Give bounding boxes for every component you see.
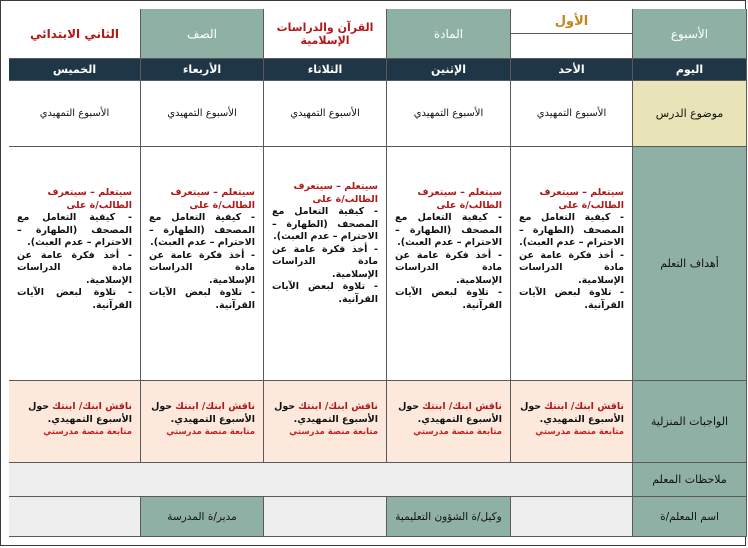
deputy-name-field[interactable] bbox=[264, 497, 387, 537]
homework-text: الأسبوع التمهيدي. bbox=[47, 413, 132, 425]
lesson-topic-cell bbox=[264, 81, 387, 147]
objectives-title: سيتعلم – سيتعرف bbox=[417, 187, 502, 198]
lesson-topic-text: الأسبوع التمهيدي bbox=[39, 108, 110, 119]
homework-cell bbox=[264, 381, 387, 463]
lesson-topic-label bbox=[633, 81, 747, 147]
day-header-monday bbox=[387, 59, 511, 81]
homework-text: الأسبوع التمهيدي. bbox=[417, 413, 502, 425]
day-header-tuesday bbox=[264, 59, 387, 81]
objective-item: - أخذ فكرة عامة عن مادة الدراسات الإسلامية. bbox=[519, 249, 624, 286]
teacher-notes-label-text: ملاحظات المعلم bbox=[652, 473, 727, 486]
lesson-topic-text: الأسبوع التمهيدي bbox=[290, 108, 360, 119]
objectives-title: سيتعلم – سيتعرف bbox=[170, 187, 255, 198]
day-name: الأربعاء bbox=[182, 63, 222, 76]
objective-item: - أخذ فكرة عامة عن مادة الدراسات الإسلامية. bbox=[17, 249, 132, 286]
week-value-text: الأول bbox=[554, 13, 589, 29]
objectives-subtitle: الطالب/ة على bbox=[189, 199, 255, 211]
grade-label-text: الصف bbox=[187, 26, 217, 41]
day-name: الخميس bbox=[52, 63, 97, 76]
subject-label bbox=[387, 9, 511, 59]
day-label bbox=[633, 59, 747, 81]
grade-label bbox=[141, 9, 264, 59]
homework-cell bbox=[387, 381, 511, 463]
day-name: الإثنين bbox=[431, 63, 466, 76]
lesson-topic-cell bbox=[9, 81, 141, 147]
week-label-text: الأسبوع bbox=[670, 26, 709, 41]
lesson-topic-label-text: موضوع الدرس bbox=[655, 107, 724, 120]
principal-label bbox=[141, 497, 264, 537]
day-label-text: اليوم bbox=[675, 63, 704, 76]
objectives-label-text: أهداف التعلم bbox=[660, 257, 719, 270]
lesson-topic-text: الأسبوع التمهيدي bbox=[167, 108, 237, 119]
homework-highlight: ناقش ابنك/ ابنتك bbox=[544, 401, 624, 412]
objectives-subtitle: الطالب/ة على bbox=[558, 199, 624, 211]
objective-item: - أخذ فكرة عامة عن مادة الدراسات الإسلامية. bbox=[395, 249, 502, 286]
day-name: الثلاثاء bbox=[307, 63, 343, 76]
teacher-notes-label bbox=[633, 463, 747, 497]
homework-text: الأسبوع التمهيدي. bbox=[539, 413, 624, 425]
homework-highlight: ناقش ابنك/ ابنتك bbox=[175, 401, 255, 412]
objective-item: - أخذ فكرة عامة عن مادة الدراسات الإسلامية. bbox=[272, 243, 378, 280]
homework-text: الأسبوع التمهيدي. bbox=[293, 413, 378, 425]
homework-platform: متابعة منصة مدرستي bbox=[166, 426, 255, 437]
homework-platform: متابعة منصة مدرستي bbox=[535, 426, 624, 437]
homework-platform: متابعة منصة مدرستي bbox=[413, 426, 502, 437]
week-value bbox=[511, 9, 633, 34]
homework-label bbox=[633, 381, 747, 463]
objective-item: - تلاوة لبعض الآيات القرآنية. bbox=[17, 287, 132, 311]
homework-text: حول bbox=[28, 401, 50, 412]
objectives-cell bbox=[264, 147, 387, 381]
homework-text: حول bbox=[398, 401, 420, 412]
homework-text: الأسبوع التمهيدي. bbox=[170, 413, 255, 425]
objectives-cell bbox=[141, 147, 264, 381]
objectives-title: سيتعلم – سيتعرف bbox=[293, 181, 378, 192]
teacher-name-field[interactable] bbox=[511, 497, 633, 537]
homework-text: حول bbox=[520, 401, 542, 412]
objective-item: - أخذ فكرة عامة عن مادة الدراسات الإسلامية. bbox=[149, 249, 255, 286]
objectives-subtitle: الطالب/ة على bbox=[66, 199, 132, 211]
principal-label-text: مدير/ة المدرسة bbox=[167, 510, 237, 523]
lesson-topic-cell bbox=[387, 81, 511, 147]
day-header-thursday bbox=[9, 59, 141, 81]
objective-item: - كيفية التعامل مع المصحف (الطهارة – الاحترام – عدم العبث). bbox=[149, 212, 255, 249]
lesson-topic-cell bbox=[141, 81, 264, 147]
objectives-subtitle: الطالب/ة على bbox=[312, 193, 378, 205]
deputy-label-text: وكيل/ة الشؤون التعليمية bbox=[395, 510, 502, 523]
objective-item: - تلاوة لبعض الآيات القرآنية. bbox=[272, 281, 378, 305]
objectives-label bbox=[633, 147, 747, 381]
subject-value bbox=[264, 9, 387, 59]
objective-item: - تلاوة لبعض الآيات القرآنية. bbox=[149, 287, 255, 311]
day-header-wednesday bbox=[141, 59, 264, 81]
homework-platform: متابعة منصة مدرستي bbox=[43, 426, 132, 437]
week-label bbox=[633, 9, 747, 59]
objective-item: - تلاوة لبعض الآيات القرآنية. bbox=[395, 287, 502, 311]
homework-highlight: ناقش ابنك/ ابنتك bbox=[298, 401, 378, 412]
objectives-cell bbox=[387, 147, 511, 381]
grade-value bbox=[9, 9, 141, 59]
subject-value-text: القرآن والدراسات الإسلامية bbox=[276, 20, 374, 47]
objectives-cell bbox=[9, 147, 141, 381]
objective-item: - كيفية التعامل مع المصحف (الطهارة – الاحترام – عدم العبث). bbox=[17, 212, 132, 249]
day-name: الأحد bbox=[558, 63, 585, 76]
objective-item: - كيفية التعامل مع المصحف (الطهارة – الاحترام – عدم العبث). bbox=[272, 206, 378, 243]
lesson-topic-text: الأسبوع التمهيدي bbox=[536, 108, 607, 119]
homework-cell bbox=[9, 381, 141, 463]
homework-highlight: ناقش ابنك/ ابنتك bbox=[422, 401, 502, 412]
objectives-cell bbox=[511, 147, 633, 381]
grade-value-text: الثاني الابتدائي bbox=[30, 26, 119, 41]
homework-text: حول bbox=[274, 401, 296, 412]
homework-text: حول bbox=[151, 401, 173, 412]
objective-item: - كيفية التعامل مع المصحف (الطهارة – الاحترام – عدم العبث). bbox=[395, 212, 502, 249]
objective-item: - تلاوة لبعض الآيات القرآنية. bbox=[519, 287, 624, 311]
homework-label-text: الواجبات المنزلية bbox=[650, 415, 729, 428]
principal-name-field[interactable] bbox=[9, 497, 141, 537]
teacher-name-label bbox=[633, 497, 747, 537]
deputy-label bbox=[387, 497, 511, 537]
homework-highlight: ناقش ابنك/ ابنتك bbox=[52, 401, 132, 412]
day-header-sunday bbox=[511, 59, 633, 81]
homework-cell bbox=[511, 381, 633, 463]
objectives-subtitle: الطالب/ة على bbox=[436, 199, 502, 211]
week-value-extra bbox=[511, 34, 633, 59]
teacher-name-label-text: اسم المعلم/ة bbox=[660, 510, 719, 523]
teacher-notes-field[interactable] bbox=[9, 463, 633, 497]
objectives-title: سيتعلم – سيتعرف bbox=[539, 187, 624, 198]
lesson-topic-cell bbox=[511, 81, 633, 147]
objective-item: - كيفية التعامل مع المصحف (الطهارة – الاحترام – عدم العبث). bbox=[519, 212, 624, 249]
objectives-title: سيتعلم – سيتعرف bbox=[47, 187, 132, 198]
lesson-topic-text: الأسبوع التمهيدي bbox=[413, 108, 484, 119]
homework-platform: متابعة منصة مدرستي bbox=[289, 426, 378, 437]
homework-cell bbox=[141, 381, 264, 463]
subject-label-text: المادة bbox=[433, 26, 464, 41]
